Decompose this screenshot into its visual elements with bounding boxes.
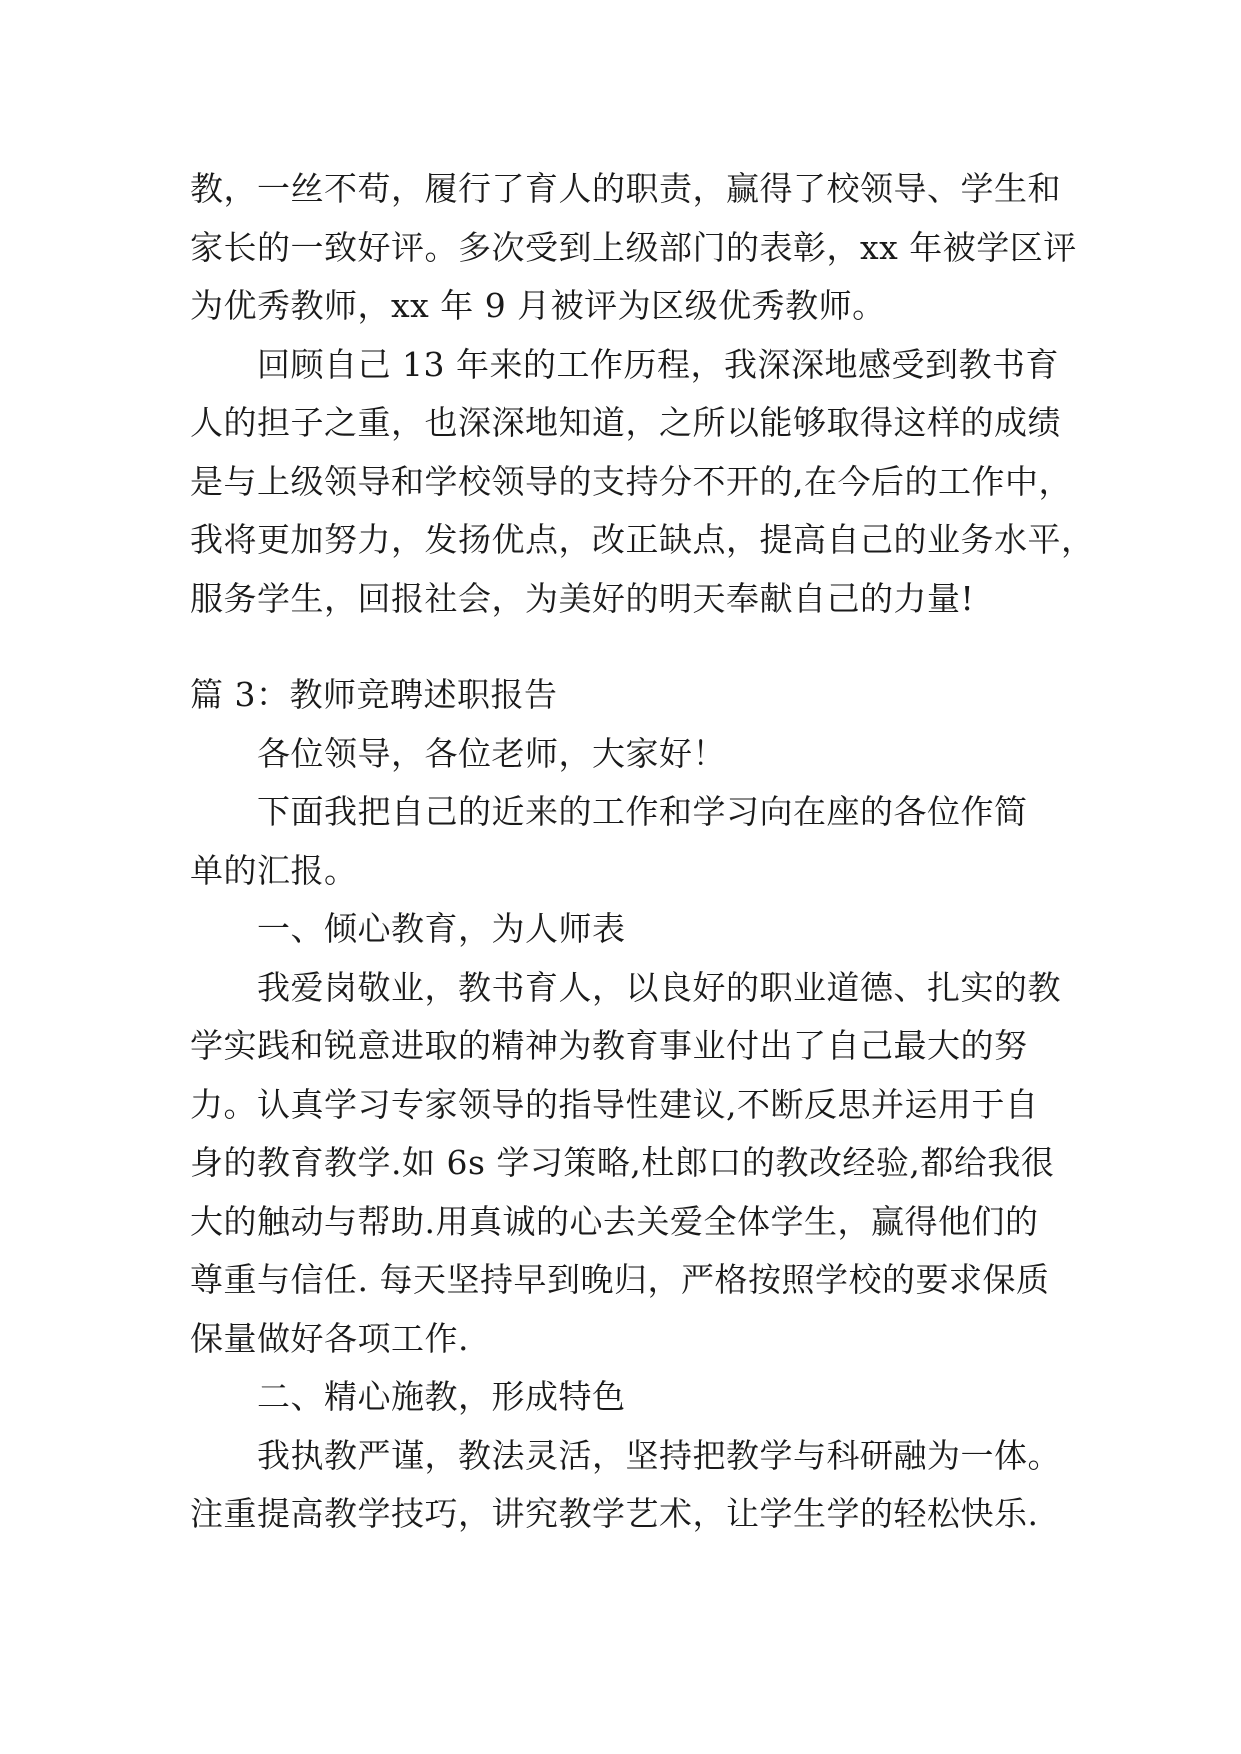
paragraph-line: 我执教严谨，教法灵活，坚持把教学与科研融为一体。: [257, 1435, 1061, 1475]
paragraph-line: 回顾自己 13 年来的工作历程，我深深地感受到教书育: [257, 344, 1059, 384]
paragraph-line: 下面我把自己的近来的工作和学习向在座的各位作简: [257, 792, 1028, 831]
paragraph-line: 是与上级领导和学校领导的支持分不开的,在今后的工作中，: [190, 461, 1072, 501]
paragraph-line: 学实践和锐意进取的精神为教育事业付出了自己最大的努: [190, 1026, 1028, 1065]
paragraph-line: 大的触动与帮助.用真诚的心去关爱全体学生，赢得他们的: [190, 1201, 1039, 1241]
paragraph-line: 我爱岗敬业，教书育人，以良好的职业道德、扎实的教: [257, 967, 1061, 1007]
paragraph-line: 力。认真学习专家领导的指导性建议,不断反思并运用于自: [190, 1084, 1039, 1124]
paragraph-line: 注重提高教学技巧，讲究教学艺术，让学生学的轻松快乐.: [190, 1494, 1039, 1533]
paragraph-line: 尊重与信任. 每天坚持早到晚归，严格按照学校的要求保质: [190, 1260, 1050, 1299]
paragraph-line: 服务学生，回报社会，为美好的明天奉献自己的力量!: [190, 578, 975, 618]
paragraph-line: 我将更加努力，发扬优点，改正缺点，提高自己的业务水平，: [190, 520, 1095, 559]
section-spacer: [190, 628, 1070, 666]
paragraph-line: 人的担子之重，也深深地知道，之所以能够取得这样的成绩: [190, 403, 1061, 442]
paragraph-line: 家长的一致好评。多次受到上级部门的表彰，xx 年被学区评: [190, 227, 1077, 267]
paragraph-line: 保量做好各项工作.: [190, 1318, 469, 1358]
subsection-title: 二、精心施教，形成特色: [257, 1377, 626, 1416]
subsection-title: 一、倾心教育，为人师表: [257, 909, 626, 948]
section-heading: 篇 3：教师竞聘述职报告: [190, 675, 558, 714]
greeting-line: 各位领导，各位老师，大家好！: [257, 733, 726, 773]
paragraph-line: 教，一丝不苟，履行了育人的职责，赢得了校领导、学生和: [190, 169, 1061, 208]
paragraph-line: 身的教育教学.如 6s 学习策略,杜郎口的教改经验,都给我很: [190, 1143, 1055, 1182]
document-page: [190, 160, 1095, 1544]
paragraph-line: 为优秀教师，xx 年 9 月被评为区级优秀教师。: [190, 286, 886, 325]
paragraph-line: 单的汇报。: [190, 850, 358, 890]
